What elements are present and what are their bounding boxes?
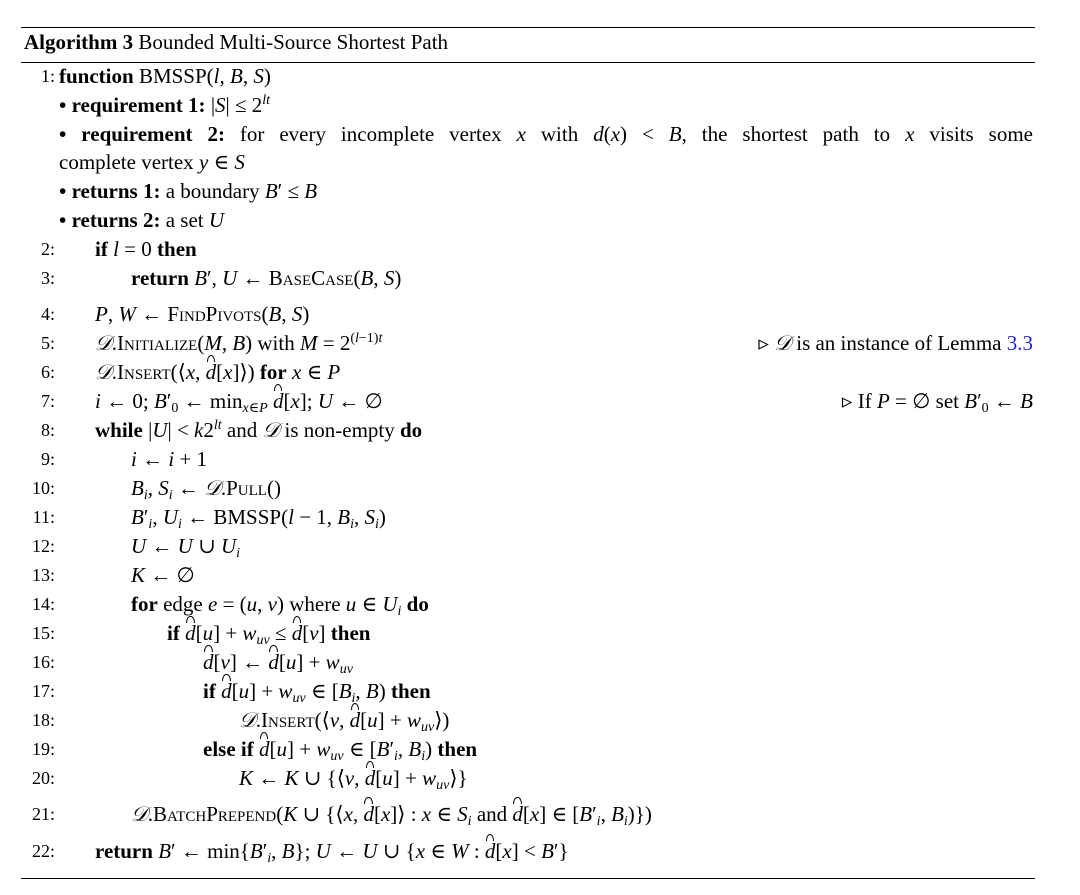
line-code: if $d[u] + w_{uv} \le d[v]$ then <box>167 621 371 648</box>
algorithm-block <box>21 27 1035 866</box>
line-code: while $|U| < k2^{lt}$ and 𝒟 is non-empty do <box>95 418 423 442</box>
algorithm-caption <box>21 28 1035 57</box>
line-number: 17: <box>31 681 55 701</box>
line-code: • returns 2: a set U <box>59 208 225 232</box>
line-number: 14: <box>31 594 55 614</box>
algo-line-8 <box>21 416 1035 444</box>
line-code: 𝒟.Insert(⟨v, $d[u] + w_{uv}⟩$) <box>239 708 450 735</box>
line-number: 12: <box>31 536 55 556</box>
line-number: 6: <box>40 362 55 382</box>
line-number: 16: <box>31 652 55 672</box>
line-code: 𝒟.BatchPrepend(K ∪ {⟨x, d[x]⟩ : x ∈ $S_i$ and d[x] ∈ [$B'_i$, $B_i$)}) <box>131 802 652 829</box>
requirement-1 <box>21 91 1035 119</box>
line-code: else if $d[u] + w_{uv}$ ∈ [$B'_i$, $B_i$) then <box>203 737 478 764</box>
algo-line-2 <box>21 235 1035 263</box>
algo-line-3 <box>21 264 1035 292</box>
requirement-2 <box>21 120 1035 148</box>
algo-line-1 <box>21 62 1035 90</box>
algo-line-4 <box>21 300 1035 328</box>
line-code: return B′, U ← BaseCase(B, S) <box>131 266 402 290</box>
line-number: 22: <box>31 841 55 861</box>
algo-line-18 <box>21 706 1035 734</box>
algo-line-10 <box>21 474 1035 502</box>
line-number: 3: <box>40 268 55 288</box>
line-code: $B_i$, $S_i$ ← 𝒟.Pull() <box>131 476 281 503</box>
algo-line-7 <box>21 387 1035 415</box>
line-number: 7: <box>40 391 55 411</box>
line-code: 𝒟.Insert(⟨x, d[x]⟩) for x ∈ P <box>95 360 341 384</box>
algo-line-19 <box>21 735 1035 763</box>
line-number: 2: <box>40 239 55 259</box>
returns-2 <box>21 206 1035 234</box>
line-number: 13: <box>31 565 55 585</box>
line-comment: ▹ 𝒟 is an instance of Lemma 3.3 <box>758 331 1033 355</box>
line-number: 20: <box>31 768 55 788</box>
line-number: 18: <box>31 710 55 730</box>
caption-title: Bounded Multi-Source Shortest Path <box>138 30 449 54</box>
line-code: if $d[u] + w_{uv}$ ∈ [$B_i$, B) then <box>203 679 431 706</box>
returns-1 <box>21 177 1035 205</box>
algo-line-15 <box>21 619 1035 647</box>
algo-line-21 <box>21 800 1035 828</box>
line-number: 19: <box>31 739 55 759</box>
line-code: • requirement 2: for every incomplete vertex x with d(x) < B, the shortest path to x visits some <box>59 122 1033 146</box>
caption-label: Algorithm 3 <box>24 30 134 54</box>
line-code: P, W ← FindPivots(B, S) <box>95 302 310 326</box>
line-number: 15: <box>31 623 55 643</box>
line-code: K ← K ∪ {⟨v, $d[u] + w_{uv}⟩$} <box>239 766 468 793</box>
line-code: 𝒟.Initialize(M, B) with $M = 2^{(l-1)t}$ <box>95 331 383 355</box>
line-number: 4: <box>40 304 55 324</box>
algo-line-20 <box>21 764 1035 792</box>
algo-line-16 <box>21 648 1035 676</box>
line-code: • requirement 1: $|S| \le 2^{lt}$ <box>59 93 271 117</box>
line-number: 11: <box>32 507 55 527</box>
line-code: • returns 1: a boundary B′ ≤ B <box>59 179 318 203</box>
line-number: 9: <box>40 449 55 469</box>
algo-line-14 <box>21 590 1035 618</box>
line-code: complete vertex y ∈ S <box>59 150 245 174</box>
algo-line-22 <box>21 837 1035 865</box>
line-number: 21: <box>31 804 55 824</box>
line-number: 1: <box>40 66 55 86</box>
algo-line-6 <box>21 358 1035 386</box>
algo-line-13 <box>21 561 1035 589</box>
line-number: 8: <box>40 420 55 440</box>
line-number: 10: <box>31 478 55 498</box>
line-code: $B'_i$, $U_i$ ← BMSSP(l − 1, $B_i$, $S_i$) <box>131 505 386 532</box>
line-code: for edge e = (u, v) where u ∈ $U_i$ do <box>131 592 429 619</box>
line-code: i ← i + 1 <box>131 447 208 471</box>
algo-line-11 <box>21 503 1035 531</box>
lemma-reference-link[interactable]: 3.3 <box>1006 331 1033 355</box>
line-number: 5: <box>40 333 55 353</box>
algo-line-12 <box>21 532 1035 560</box>
algo-line-5 <box>21 329 1035 357</box>
line-code: K ← ∅ <box>131 563 195 587</box>
line-code: return B′ ← $\min\{B'_i$, B}; U ← U ∪ {x ∈ W : d[x] < B′} <box>95 839 569 866</box>
line-code: U ← U ∪ $U_i$ <box>131 534 241 561</box>
line-code: i ← 0; $B'_0$ ← $\min_{x\in P} d[x]$; U ← ∅ <box>95 389 383 416</box>
line-code: function BMSSP(l, B, S) <box>59 64 271 88</box>
line-comment: ▹ If P = ∅ set $B'_0$ ← B <box>841 389 1033 416</box>
requirement-2-continued <box>21 148 1035 176</box>
bottom-rule <box>21 878 1035 879</box>
line-code: if l = 0 then <box>95 237 197 261</box>
algo-line-9 <box>21 445 1035 473</box>
line-code: d[v] ← $d[u] + w_{uv}$ <box>203 650 353 677</box>
algo-line-17 <box>21 677 1035 705</box>
